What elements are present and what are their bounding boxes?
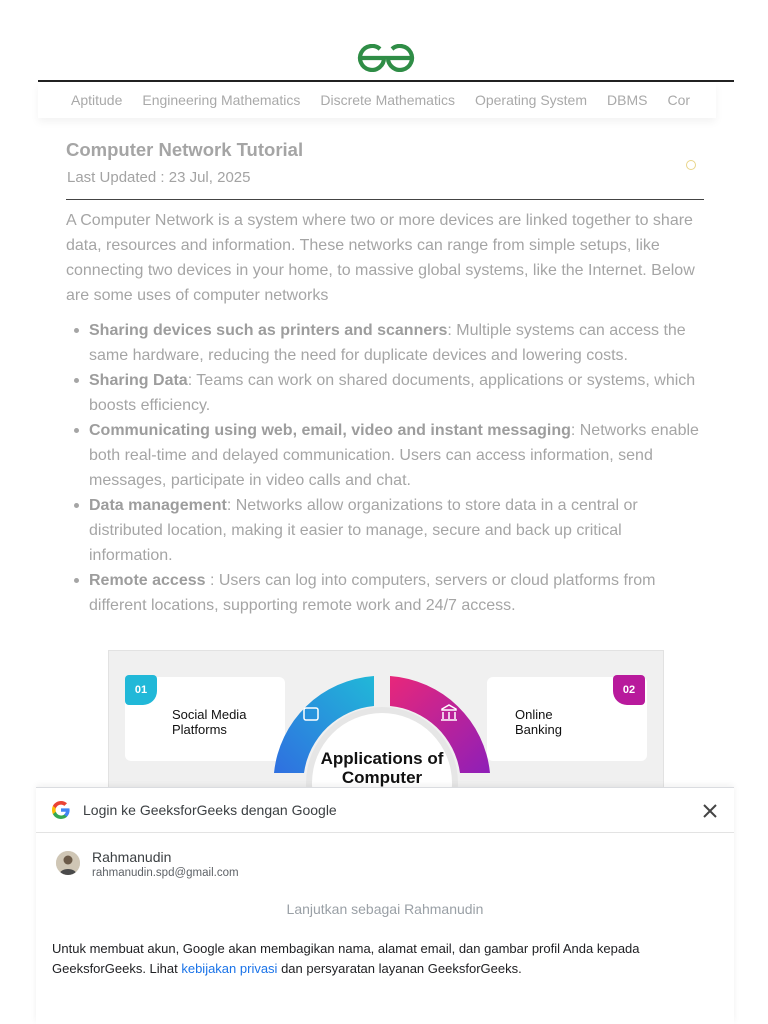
list-item <box>72 493 708 568</box>
list-item <box>72 418 708 493</box>
nav-item-aptitude[interactable]: Aptitude <box>71 92 123 108</box>
nav-item-engineering-mathematics[interactable]: Engineering Mathematics <box>142 92 301 108</box>
account-chooser-row[interactable] <box>36 843 734 887</box>
list-item-text: : Networks enable both real-time and delayed communication. Users can access information, send messages, participate in video calls and chat. <box>89 422 699 489</box>
nav-item-operating-system[interactable]: Operating System <box>474 92 588 108</box>
label-social-media: Social Media Platforms <box>172 707 247 737</box>
page-title: Computer Network Tutorial <box>66 139 304 160</box>
list-item-term: Communicating using web, email, video and instant messaging <box>89 422 571 439</box>
google-logo-icon <box>52 801 70 819</box>
disclaimer-text: Untuk membuat akun, Google akan membagikan nama, alamat email, dan gambar profil Anda kepada GeeksforGeeks. Lihat <box>52 941 640 976</box>
topic-nav <box>38 82 716 118</box>
list-item-text: : Users can log into computers, servers or cloud platforms from different locations, supporting remote work and 24/7 access. <box>89 572 656 614</box>
list-item-text: : Multiple systems can access the same hardware, reducing the need for duplicate devices and lowering costs. <box>89 322 686 364</box>
title-divider <box>66 199 704 200</box>
last-updated: Last Updated : 23 Jul, 2025 <box>67 169 251 186</box>
list-item-term: Data management <box>89 497 227 514</box>
status-dot-icon <box>686 160 696 170</box>
account-name: Rahmanudin <box>92 849 172 865</box>
list-item <box>72 368 708 418</box>
nav-item-dbms[interactable]: DBMS <box>607 92 648 108</box>
disclaimer-text-end: dan persyaratan layanan GeeksforGeeks. <box>277 960 522 976</box>
nav-item-discrete-mathematics[interactable]: Discrete Mathematics <box>320 92 455 108</box>
list-item <box>72 568 708 618</box>
consent-disclaimer <box>52 939 712 978</box>
list-item-term: Sharing Data <box>89 372 188 389</box>
privacy-policy-link[interactable]: kebijakan privasi <box>181 960 278 976</box>
continue-as-button[interactable]: Lanjutkan sebagai Rahmanudin <box>286 901 484 917</box>
number-badge: 01 <box>125 675 157 705</box>
label-online-banking: Online Banking <box>515 707 562 737</box>
infographic-title: Applications of Computer <box>320 749 444 787</box>
list-item <box>72 318 708 368</box>
account-email: rahmanudin.spd@gmail.com <box>92 867 239 879</box>
number-badge: 02 <box>613 675 645 705</box>
google-one-tap-panel <box>36 787 734 1024</box>
list-item-text: : Networks allow organizations to store data in a central or distributed location, making it easier to manage, secure and back up critical information. <box>89 497 638 564</box>
list-item-text: : Teams can work on shared documents, applications or systems, which boosts efficiency. <box>89 372 696 414</box>
login-header-text: Login ke GeeksforGeeks dengan Google <box>83 802 337 818</box>
intro-paragraph: A Computer Network is a system where two or more devices are linked together to share data, resources and information. These networks can range from simple setups, like connecting two devices in your home, to massive global systems, like the Internet. Below are some uses of computer networks <box>66 212 695 304</box>
avatar <box>56 851 80 875</box>
uses-list <box>72 318 708 618</box>
login-header <box>36 788 734 833</box>
user-avatar-icon <box>56 851 80 875</box>
nav-item-computer-networks[interactable]: Cor <box>667 92 691 108</box>
applications-infographic <box>108 650 664 790</box>
list-item-term: Remote access <box>89 572 206 589</box>
list-item-term: Sharing devices such as printers and scanners <box>89 322 448 339</box>
gfg-logo-icon[interactable] <box>356 44 416 72</box>
close-icon[interactable] <box>700 801 720 821</box>
